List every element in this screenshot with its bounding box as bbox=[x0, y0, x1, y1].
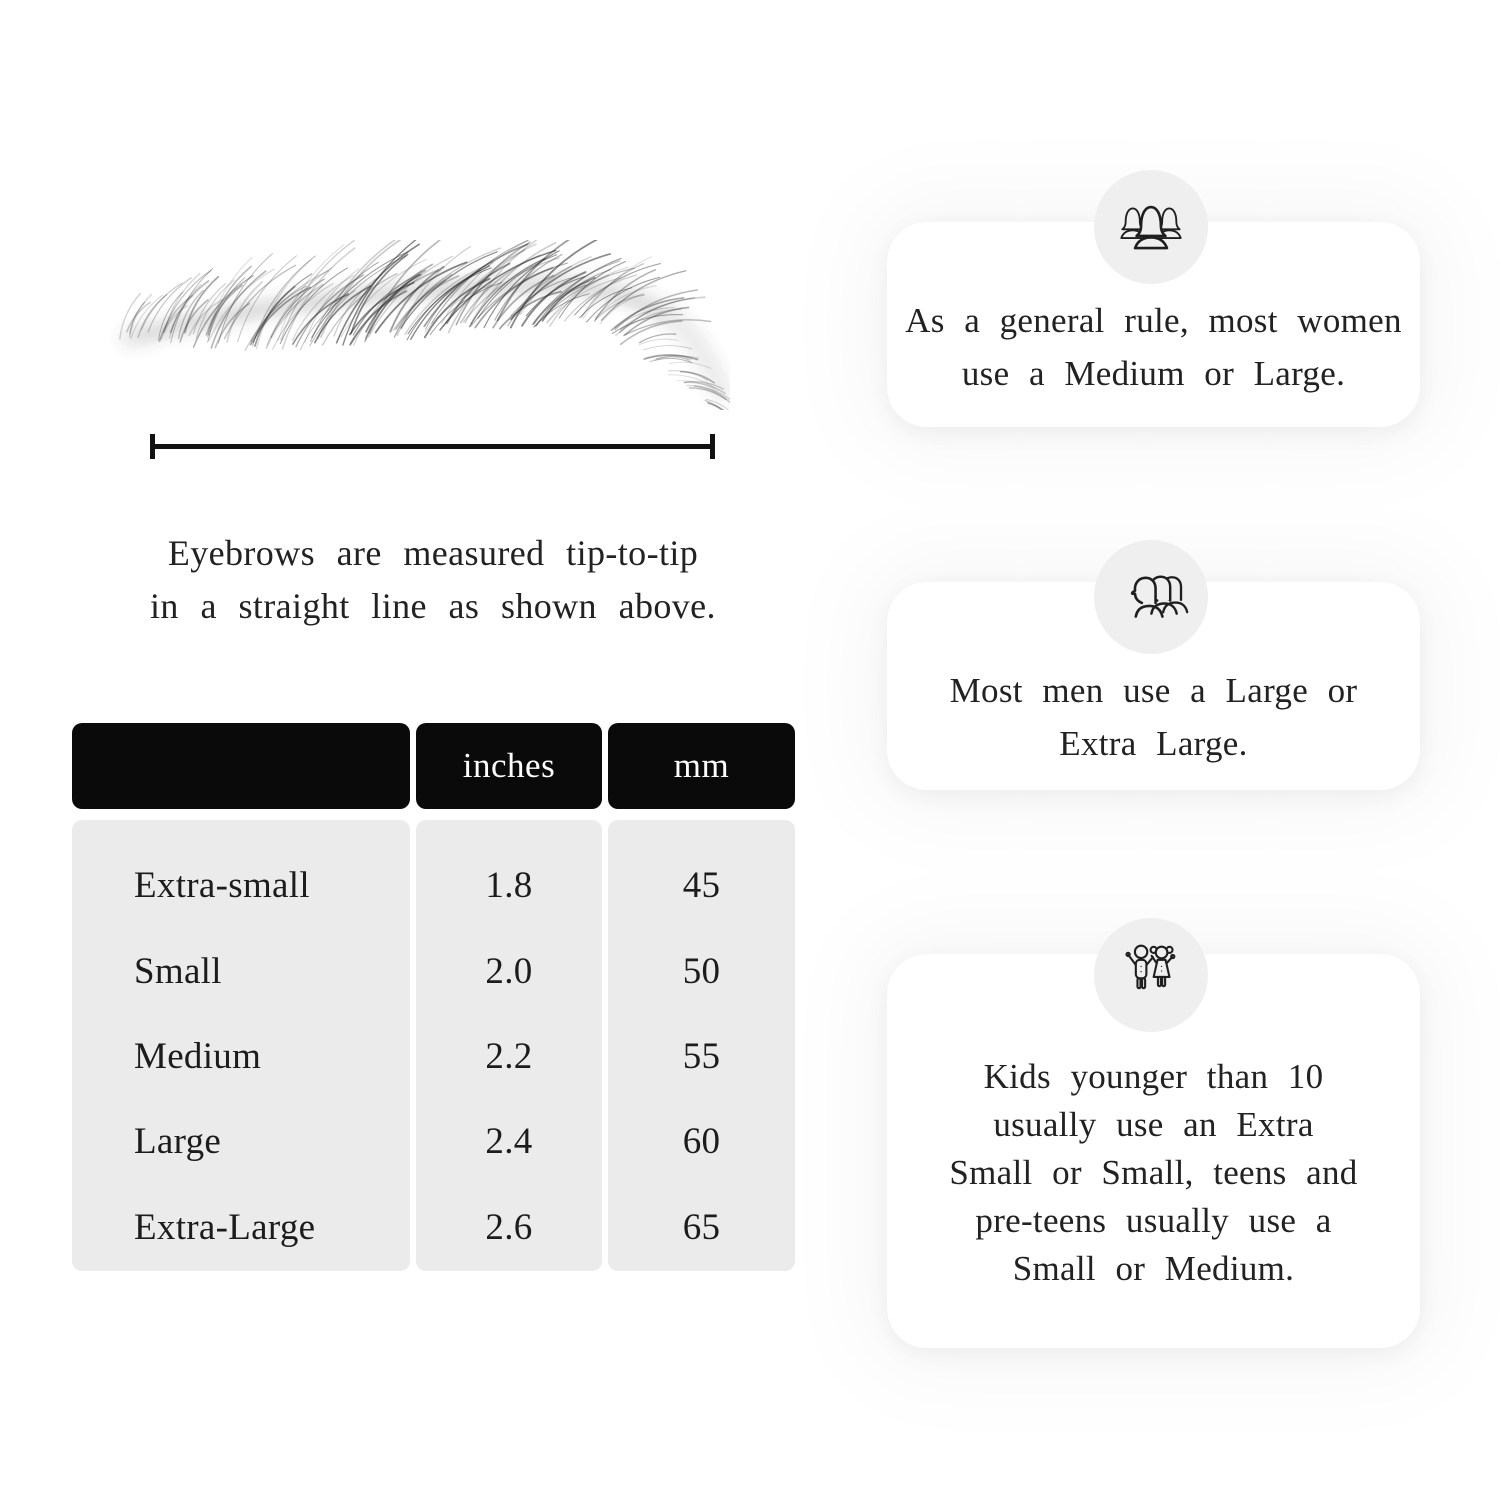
mm-value: 45 bbox=[682, 865, 721, 907]
table-column-mm bbox=[608, 820, 795, 1271]
kids-badge bbox=[1094, 918, 1208, 1032]
table-header-cell-mm: mm bbox=[608, 723, 795, 809]
mm-value: 65 bbox=[682, 1206, 721, 1248]
eyebrow-hairs bbox=[120, 240, 730, 410]
card-line: Kids younger than 10 bbox=[983, 1057, 1324, 1096]
eyebrow-illustration bbox=[110, 240, 730, 410]
table-column-inches bbox=[416, 820, 602, 1271]
card-line: Small or Small, teens and bbox=[949, 1153, 1358, 1192]
size-table bbox=[72, 723, 795, 1271]
size-label: Medium bbox=[134, 1035, 262, 1077]
inches-value: 1.8 bbox=[485, 865, 533, 907]
caption-line-1: Eyebrows are measured tip-to-tip bbox=[167, 533, 699, 573]
card-line: As a general rule, most women bbox=[905, 300, 1402, 340]
card-line: use a Medium or Large. bbox=[961, 353, 1346, 393]
measurement-caption bbox=[70, 527, 796, 633]
inches-value: 2.6 bbox=[485, 1206, 533, 1248]
inches-value: 2.2 bbox=[485, 1035, 533, 1077]
card-line: usually use an Extra bbox=[993, 1105, 1314, 1144]
table-column-size-names bbox=[72, 820, 410, 1271]
mm-value: 60 bbox=[682, 1121, 721, 1163]
card-line: Small or Medium. bbox=[1012, 1249, 1295, 1288]
card-line: Extra Large. bbox=[1059, 723, 1248, 763]
women-group-icon bbox=[1113, 194, 1189, 252]
mm-value: 50 bbox=[682, 950, 721, 992]
size-label: Extra-Large bbox=[134, 1206, 316, 1248]
kids-icon bbox=[1118, 939, 1184, 1003]
card-line: pre-teens usually use a bbox=[975, 1201, 1332, 1240]
info-card-kids-text bbox=[949, 1053, 1357, 1293]
men-group-badge bbox=[1094, 540, 1208, 654]
measurement-line bbox=[150, 444, 715, 449]
caption-line-2: in a straight line as shown above. bbox=[150, 586, 716, 626]
size-label: Small bbox=[134, 950, 222, 992]
info-card-women-text bbox=[905, 294, 1402, 400]
mm-value: 55 bbox=[682, 1035, 721, 1077]
info-card-men-text bbox=[950, 664, 1358, 770]
inches-value: 2.4 bbox=[485, 1121, 533, 1163]
inches-value: 2.0 bbox=[485, 950, 533, 992]
size-label: Large bbox=[134, 1121, 222, 1163]
table-header-cell-inches: inches bbox=[416, 723, 602, 809]
table-header-cell-blank bbox=[72, 723, 410, 809]
size-label: Extra-small bbox=[134, 865, 310, 907]
card-line: Most men use a Large or bbox=[949, 670, 1358, 710]
women-group-badge bbox=[1094, 170, 1208, 284]
men-group-icon bbox=[1113, 563, 1189, 623]
